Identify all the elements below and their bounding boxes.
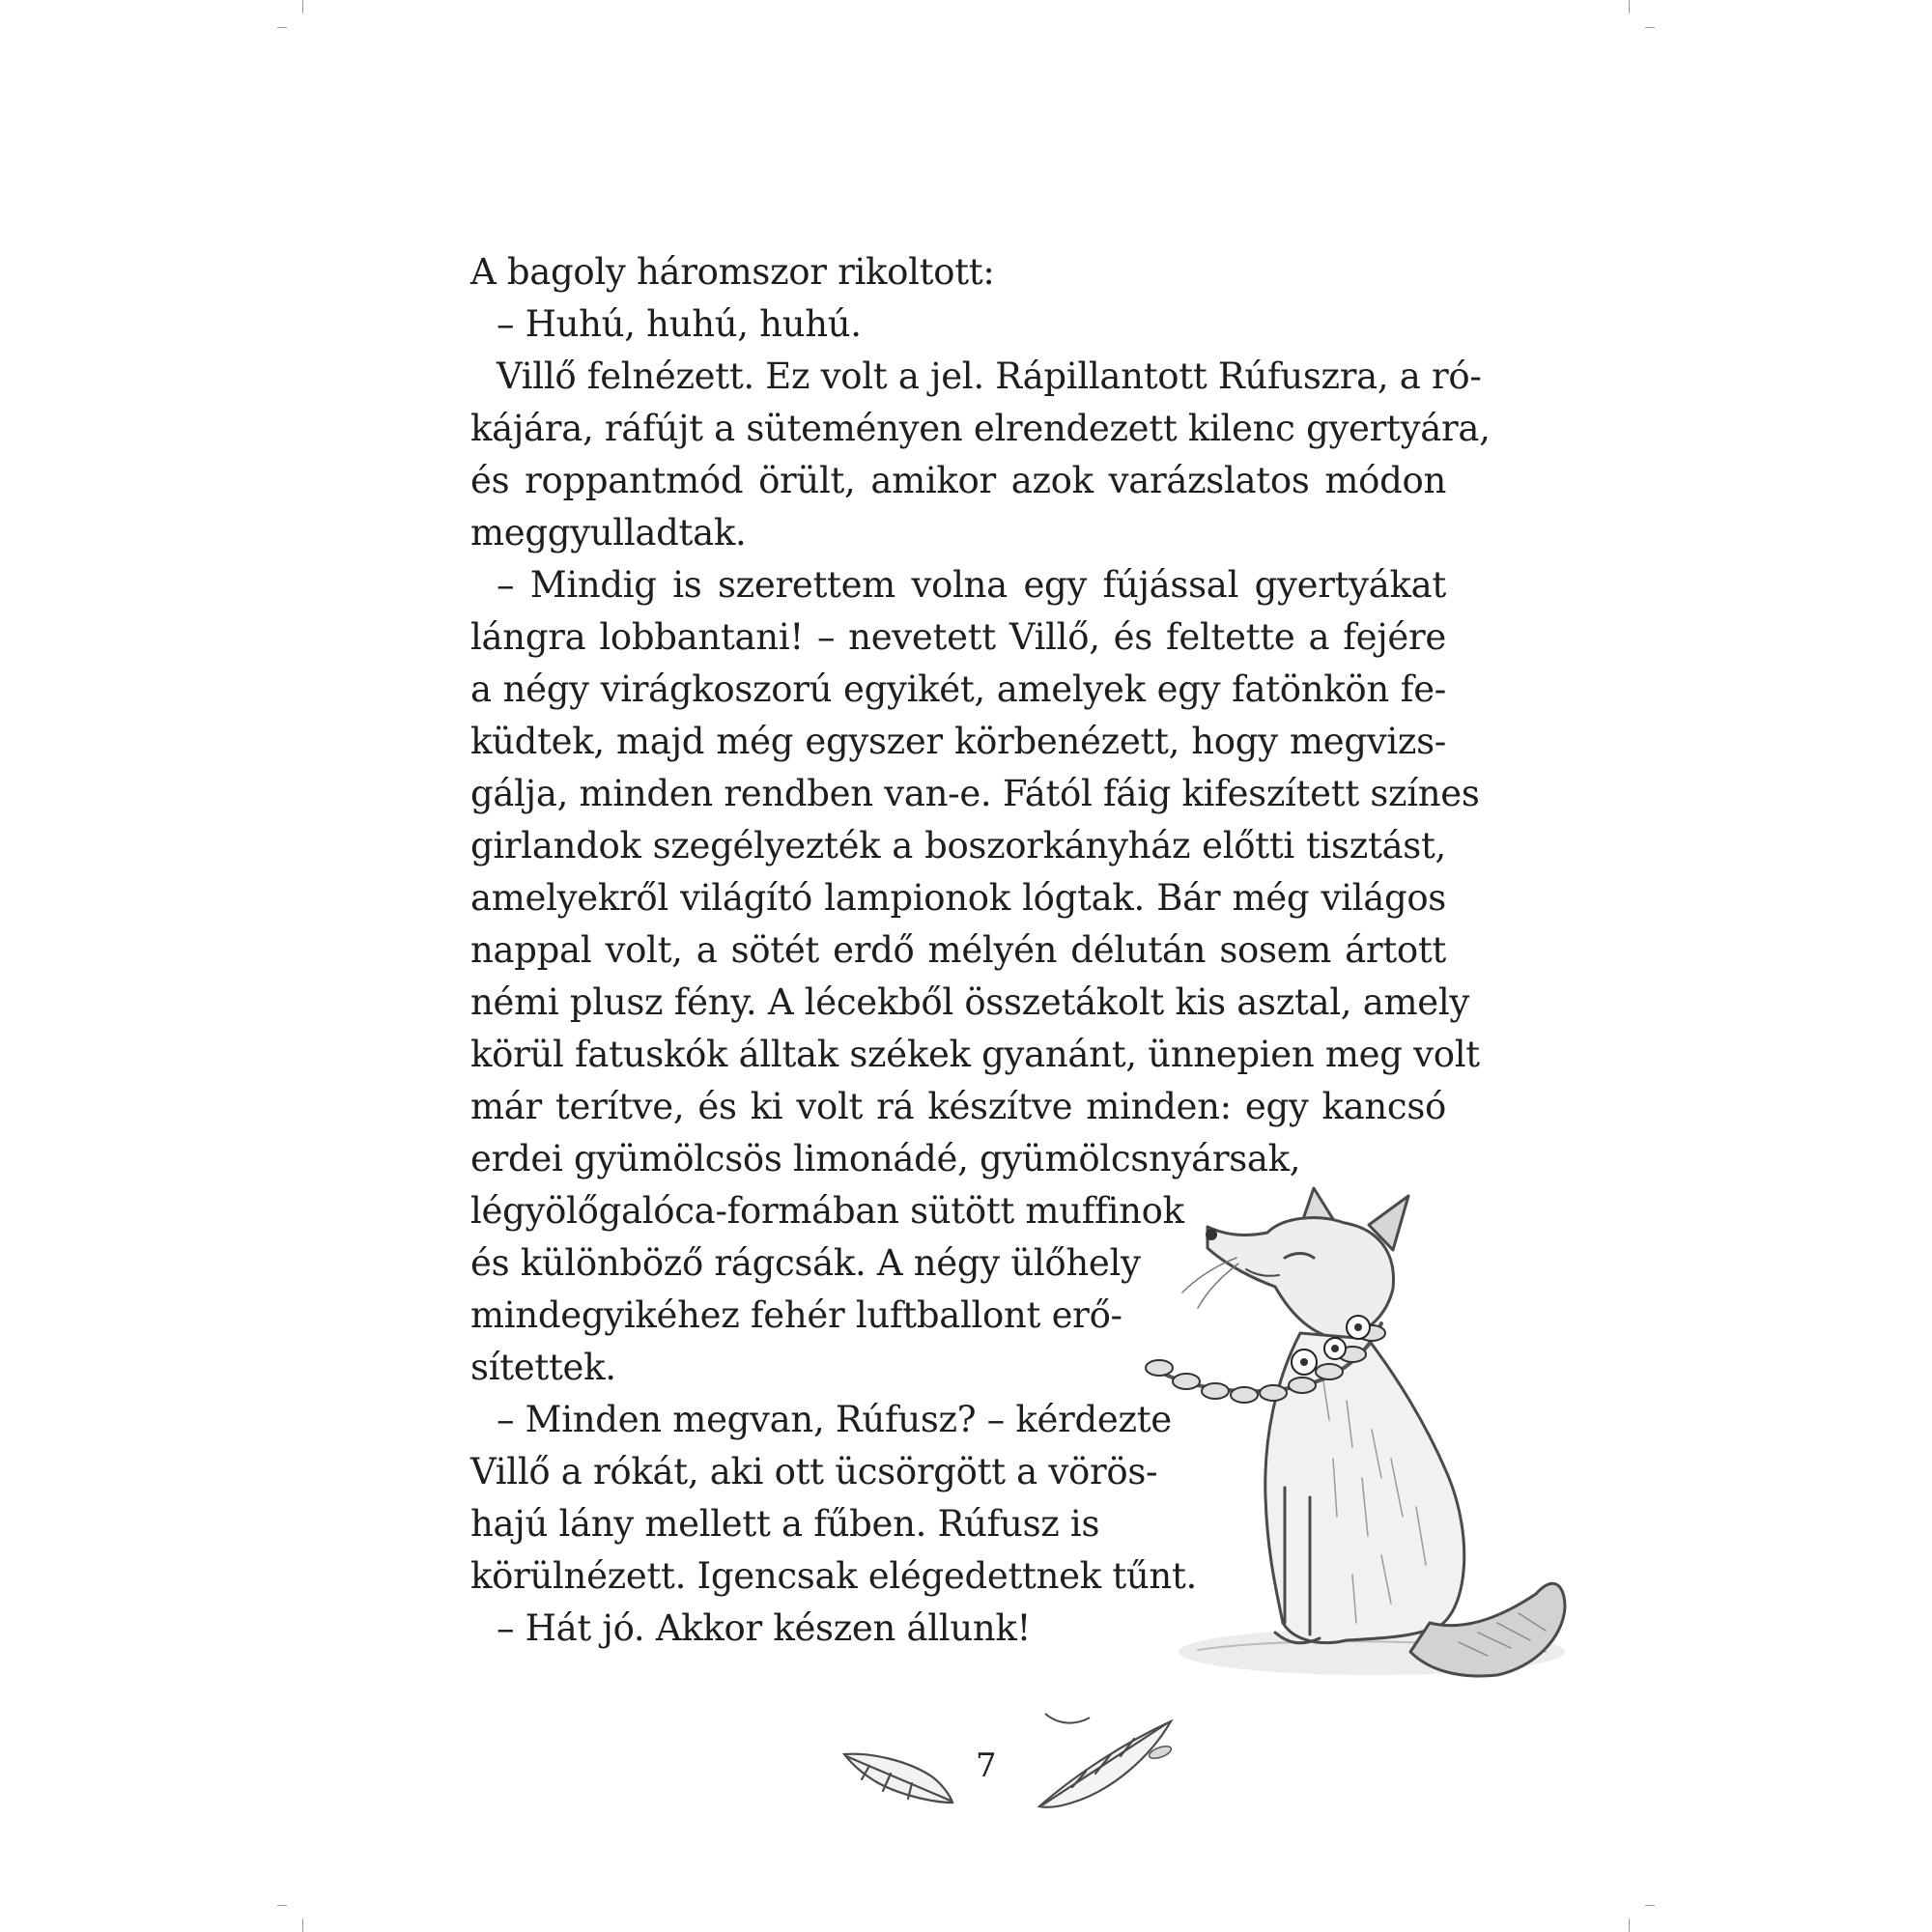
text-line: a négy virágkoszorú egyikét, amelyek egy fatönkön fe- [470, 668, 1446, 710]
text-line: küdtek, majd még egyszer körbenézett, hogy megvizs- [470, 721, 1446, 762]
crop-mark [277, 27, 287, 28]
crop-mark [1629, 0, 1630, 14]
text-line: amelyekről világító lampionok lógtak. Bár még világos [470, 877, 1446, 919]
text-line: és roppantmód örült, amikor azok varázslatos módon [470, 460, 1446, 501]
crop-mark [1645, 1905, 1655, 1906]
text-line: Villő a rókát, aki ott ücsörgött a vörös- [470, 1451, 1158, 1492]
crop-mark [1645, 27, 1655, 28]
text-line: A bagoly háromszor rikoltott: [470, 251, 995, 293]
crop-mark [302, 1918, 303, 1932]
leaf-icon [840, 1745, 956, 1806]
text-line: – Minden megvan, Rúfusz? – kérdezte [497, 1399, 1172, 1440]
crop-mark [277, 1905, 287, 1906]
text-line: – Mindig is szerettem volna egy fújással gyertyákat [497, 564, 1446, 606]
text-line: girlandok szegélyezték a boszorkányház előtti tisztást, [470, 825, 1446, 867]
leaf-icon [1043, 1710, 1092, 1729]
page-number: 7 [976, 1747, 997, 1785]
text-line: Villő felnézett. Ez volt a jel. Rápillantott Rúfuszra, a ró- [497, 355, 1482, 397]
text-line: – Hát jó. Akkor készen állunk! [497, 1607, 1032, 1649]
text-line: kájára, ráfújt a süteményen elrendezett kilenc gyertyára, [470, 408, 1491, 449]
text-line: némi plusz fény. A lécekből összetákolt kis asztal, amely [470, 981, 1469, 1023]
text-line: lángra lobbantani! – nevetett Villő, és feltette a fejére [470, 616, 1446, 658]
text-line: már terítve, és ki volt rá készítve minden: egy kancsó [470, 1086, 1446, 1127]
text-line: hajú lány mellett a fűben. Rúfusz is [470, 1503, 1100, 1545]
leaf-icon [1146, 1745, 1175, 1760]
text-line: légyölőgalóca-formában sütött muffinok [470, 1190, 1184, 1232]
text-line: körülnézett. Igencsak elégedettnek tűnt. [470, 1555, 1197, 1597]
text-line: erdei gyümölcsös limonádé, gyümölcsnyársak, [470, 1138, 1301, 1179]
text-line: mindegyikéhez fehér luftballont erő- [470, 1294, 1122, 1336]
text-line: meggyulladtak. [470, 512, 747, 554]
text-line: nappal volt, a sötét erdő mélyén délután sosem ártott [470, 929, 1446, 971]
crop-mark [1629, 1918, 1630, 1932]
text-line: gálja, minden rendben van-e. Fától fáig kifeszített színes [470, 773, 1480, 814]
text-line: és különböző rágcsák. A négy ülőhely [470, 1242, 1141, 1284]
page-text [470, 246, 1491, 1655]
text-line: sítettek. [470, 1347, 616, 1388]
text-line: – Huhú, huhú, huhú. [497, 303, 862, 345]
crop-mark [302, 0, 303, 14]
text-line: körül fatuskók álltak székek gyanánt, ünnepien meg volt [470, 1034, 1480, 1075]
